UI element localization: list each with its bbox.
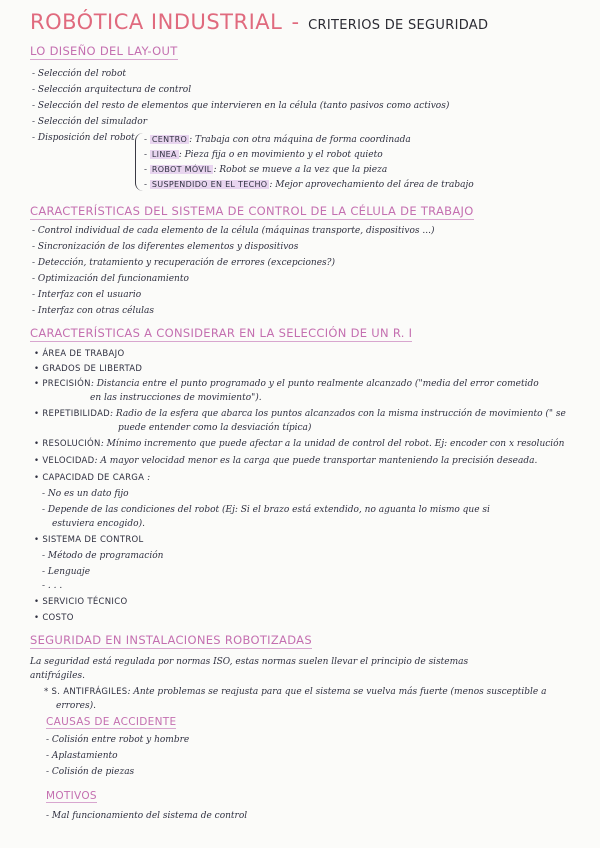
grados-label: • GRADOS DE LIBERTAD bbox=[34, 364, 143, 374]
disposition-text: : Pieza fija o en movimiento y el robot quieto bbox=[178, 150, 383, 160]
control-2: - Lenguaje bbox=[42, 567, 91, 577]
control-1: - Método de programación bbox=[42, 551, 164, 561]
servicio-label: • SERVICIO TÉCNICO bbox=[34, 597, 128, 607]
area-item bbox=[34, 348, 124, 360]
precision-label: • PRECISIÓN bbox=[34, 379, 91, 389]
list-item: - Colisión entre robot y hombre bbox=[46, 735, 190, 745]
repet-label: • REPETIBILIDAD bbox=[34, 409, 111, 419]
motivos-heading: MOTIVOS bbox=[46, 790, 97, 802]
carga-colon: : bbox=[147, 473, 151, 483]
causas-heading: CAUSAS DE ACCIDENTE bbox=[46, 716, 177, 728]
precision-item bbox=[34, 378, 539, 390]
carga-1: - No es un dato fijo bbox=[42, 489, 129, 499]
vel-label: • VELOCIDAD bbox=[34, 456, 95, 466]
list-item: - Sincronización de los diferentes elementos y dispositivos bbox=[32, 242, 299, 252]
title-dash: - bbox=[291, 10, 300, 34]
antifragil-item bbox=[44, 686, 546, 698]
tag-highlight: CENTRO bbox=[151, 135, 188, 144]
seguridad-intro: La seguridad está regulada por normas ISO, estas normas suelen llevar el principio de sistemas bbox=[30, 657, 469, 667]
tag-highlight: SUSPENDIDO EN EL TECHO bbox=[151, 180, 268, 189]
tag-highlight: ROBOT MÓVIL bbox=[151, 165, 212, 174]
section-heading-layout: LO DISEÑO DEL LAY-OUT bbox=[30, 44, 178, 58]
list-item: - Selección del resto de elementos que intervieren en la célula (tanto pasivos como activos) bbox=[32, 101, 450, 111]
title-sub: CRITERIOS DE SEGURIDAD bbox=[308, 18, 489, 33]
page-title bbox=[30, 10, 488, 34]
repet-text: : Radio de la esfera que abarca los puntos alcanzados con la misma instrucción de movimiento (" se bbox=[110, 409, 566, 419]
grados-item bbox=[34, 363, 142, 375]
list-item: - Mal funcionamiento del sistema de control bbox=[46, 811, 248, 821]
control-label: • SISTEMA DE CONTROL bbox=[34, 535, 144, 545]
precision-cont: en las instrucciones de movimiento"). bbox=[90, 393, 262, 403]
seguridad-intro-b: antifrágiles. bbox=[30, 671, 85, 681]
list-item: - Selección del robot bbox=[32, 69, 126, 79]
antifragil-label: * S. ANTIFRÁGILES bbox=[44, 687, 128, 697]
control-item bbox=[34, 534, 144, 546]
list-item: - Selección del simulador bbox=[32, 117, 148, 127]
list-item: - Selección arquitectura de control bbox=[32, 85, 192, 95]
carga-item bbox=[34, 472, 150, 484]
area-label: • ÁREA DE TRABAJO bbox=[34, 349, 125, 359]
brace bbox=[135, 133, 144, 191]
disposition-item: - ROBOT MÓVIL : Robot se mueve a la vez que la pieza bbox=[144, 165, 388, 175]
disposition-text: : Mejor aprovechamiento del área de trabajo bbox=[269, 180, 474, 190]
list-item: - Colisión de piezas bbox=[46, 767, 135, 777]
list-item: - Control individual de cada elemento de la célula (máquinas transporte, dispositivos ...) bbox=[32, 226, 435, 236]
disposition-item: - SUSPENDIDO EN EL TECHO : Mejor aprovechamiento del área de trabajo bbox=[144, 180, 474, 190]
vel-item bbox=[34, 455, 537, 467]
disposition-text: : Trabaja con otra máquina de forma coordinada bbox=[189, 135, 411, 145]
disposition-item: - CENTRO : Trabaja con otra máquina de forma coordinada bbox=[144, 135, 411, 145]
coste-label: • COSTO bbox=[34, 613, 74, 623]
list-item: - Interfaz con otras células bbox=[32, 306, 155, 316]
carga-2: - Depende de las condiciones del robot (Ej: Si el brazo está extendido, no aguanta lo mismo que si bbox=[42, 505, 490, 515]
list-item: - Aplastamiento bbox=[46, 751, 118, 761]
precision-text: : Distancia entre el punto programado y el punto realmente alcanzado ("media del error cometido bbox=[90, 379, 539, 389]
coste-item bbox=[34, 612, 74, 624]
disposition-text: : Robot se mueve a la vez que la pieza bbox=[213, 165, 388, 175]
disposition-item: - LINEA : Pieza fija o en movimiento y el robot quieto bbox=[144, 150, 383, 160]
carga-label: • CAPACIDAD DE CARGA bbox=[34, 473, 145, 483]
control-3: - . . . bbox=[42, 581, 63, 591]
tag-highlight: LINEA bbox=[151, 150, 177, 159]
list-item: - Detección, tratamiento y recuperación de errores (excepciones?) bbox=[32, 258, 336, 268]
section-heading-control: CARACTERÍSTICAS DEL SISTEMA DE CONTROL DE LA CÉLULA DE TRABAJO bbox=[30, 204, 474, 218]
resol-text: : Mínimo incremento que puede afectar a la unidad de control del robot. Ej: encoder con x resolución bbox=[100, 439, 565, 449]
vel-text: : A mayor velocidad menor es la carga que puede transportar manteniendo la precisión deseada. bbox=[94, 456, 538, 466]
title-main: ROBÓTICA INDUSTRIAL bbox=[30, 10, 283, 34]
carga-2b: estuviera encogido). bbox=[52, 519, 145, 529]
list-item: - Disposición del robot bbox=[32, 133, 135, 143]
repet-cont: puede entender como la desviación típica) bbox=[118, 423, 312, 433]
antifragil-b: errores). bbox=[56, 701, 96, 711]
resol-label: • RESOLUCIÓN bbox=[34, 439, 101, 449]
section-heading-seguridad: SEGURIDAD EN INSTALACIONES ROBOTIZADAS bbox=[30, 633, 312, 647]
list-item: - Optimización del funcionamiento bbox=[32, 274, 189, 284]
repet-item bbox=[34, 408, 566, 420]
antifragil-text: : Ante problemas se reajusta para que el sistema se vuelva más fuerte (menos susceptible a bbox=[127, 687, 547, 697]
servicio-item bbox=[34, 596, 127, 608]
list-item: - Interfaz con el usuario bbox=[32, 290, 142, 300]
section-heading-selection: CARACTERÍSTICAS A CONSIDERAR EN LA SELECCIÓN DE UN R. I bbox=[30, 326, 413, 340]
resol-item bbox=[34, 438, 564, 450]
